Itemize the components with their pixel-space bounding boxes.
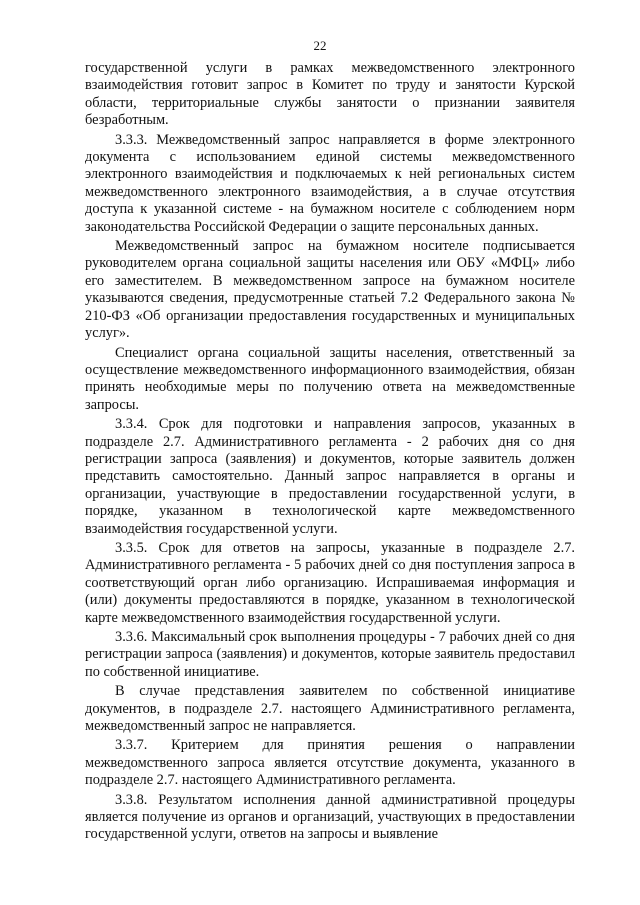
paragraph-continuation: государственной услуги в рамках межведомственного электронного взаимодействия готовит запрос в Комитет по труду и занятости Курской области, территориальные службы занятости о признании заявителя безработным. <box>85 60 575 129</box>
paragraph-specialist: Специалист органа социальной защиты населения, ответственный за осуществление межведомственного информационного взаимодействия, обязан принять необходимые меры по получению ответа на межведомственные запросы. <box>85 344 575 413</box>
document-body <box>85 60 575 846</box>
paragraph-3-3-3: 3.3.3. Межведомственный запрос направляется в форме электронного документа с использованием единой системы межведомственного электронного взаимодействия и подключаемых к ней региональных систем межведомственного электронного взаимодействия, а в случае отсутствия доступа к указанной системе - на бумажном носителе с соблюдением норм законодательства Российской Федерации о защите персональных данных. <box>85 131 575 235</box>
paragraph-3-3-5: 3.3.5. Срок для ответов на запросы, указанные в подразделе 2.7. Административного регламента - 5 рабочих дней со дня поступления запроса в соответствующий орган либо организацию. Испрашиваемая информация и (или) документы предоставляются в порядке, указанном в технологической карте межведомственного взаимодействия государственной услуги. <box>85 539 575 626</box>
paragraph-3-3-6: 3.3.6. Максимальный срок выполнения процедуры - 7 рабочих дней со дня регистрации запроса (заявления) и документов, которые заявитель предоставил по собственной инициативе. <box>85 629 575 680</box>
paragraph-3-3-4: 3.3.4. Срок для подготовки и направления запросов, указанных в подразделе 2.7. Административного регламента - 2 рабочих дня со дня регистрации запроса (заявления) и документов, которые заявитель должен представить самостоятельно. Данный запрос направляется в органы и организации, участвующие в предоставлении государственной услуги, в порядке, указанном в технологической карте межведомственного взаимодействия государственной услуги. <box>85 416 575 537</box>
page-number: 22 <box>313 38 327 53</box>
paragraph-own-initiative: В случае представления заявителем по собственной инициативе документов, в подразделе 2.7. настоящего Административного регламента, межведомственный запрос не направляется. <box>85 683 575 735</box>
paragraph-3-3-7: 3.3.7. Критерием для принятия решения о направлении межведомственного запроса является отсутствие документа, указанного в подразделе 2.7. настоящего Административного регламента. <box>85 737 575 789</box>
paragraph-paper-request: Межведомственный запрос на бумажном носителе подписывается руководителем органа социальной защиты населения или ОБУ «МФЦ» либо его заместителем. В межведомственном запросе на бумажном носителе указываются сведения, предусмотренные статьей 7.2 Федерального закона № 210-ФЗ «Об организации предоставления государственных и муниципальных услуг». <box>85 238 575 342</box>
paragraph-3-3-8: 3.3.8. Результатом исполнения данной административной процедуры является получение из органов и организаций, участвующих в предоставлении государственной услуги, ответов на запросы и выявление <box>85 791 575 843</box>
